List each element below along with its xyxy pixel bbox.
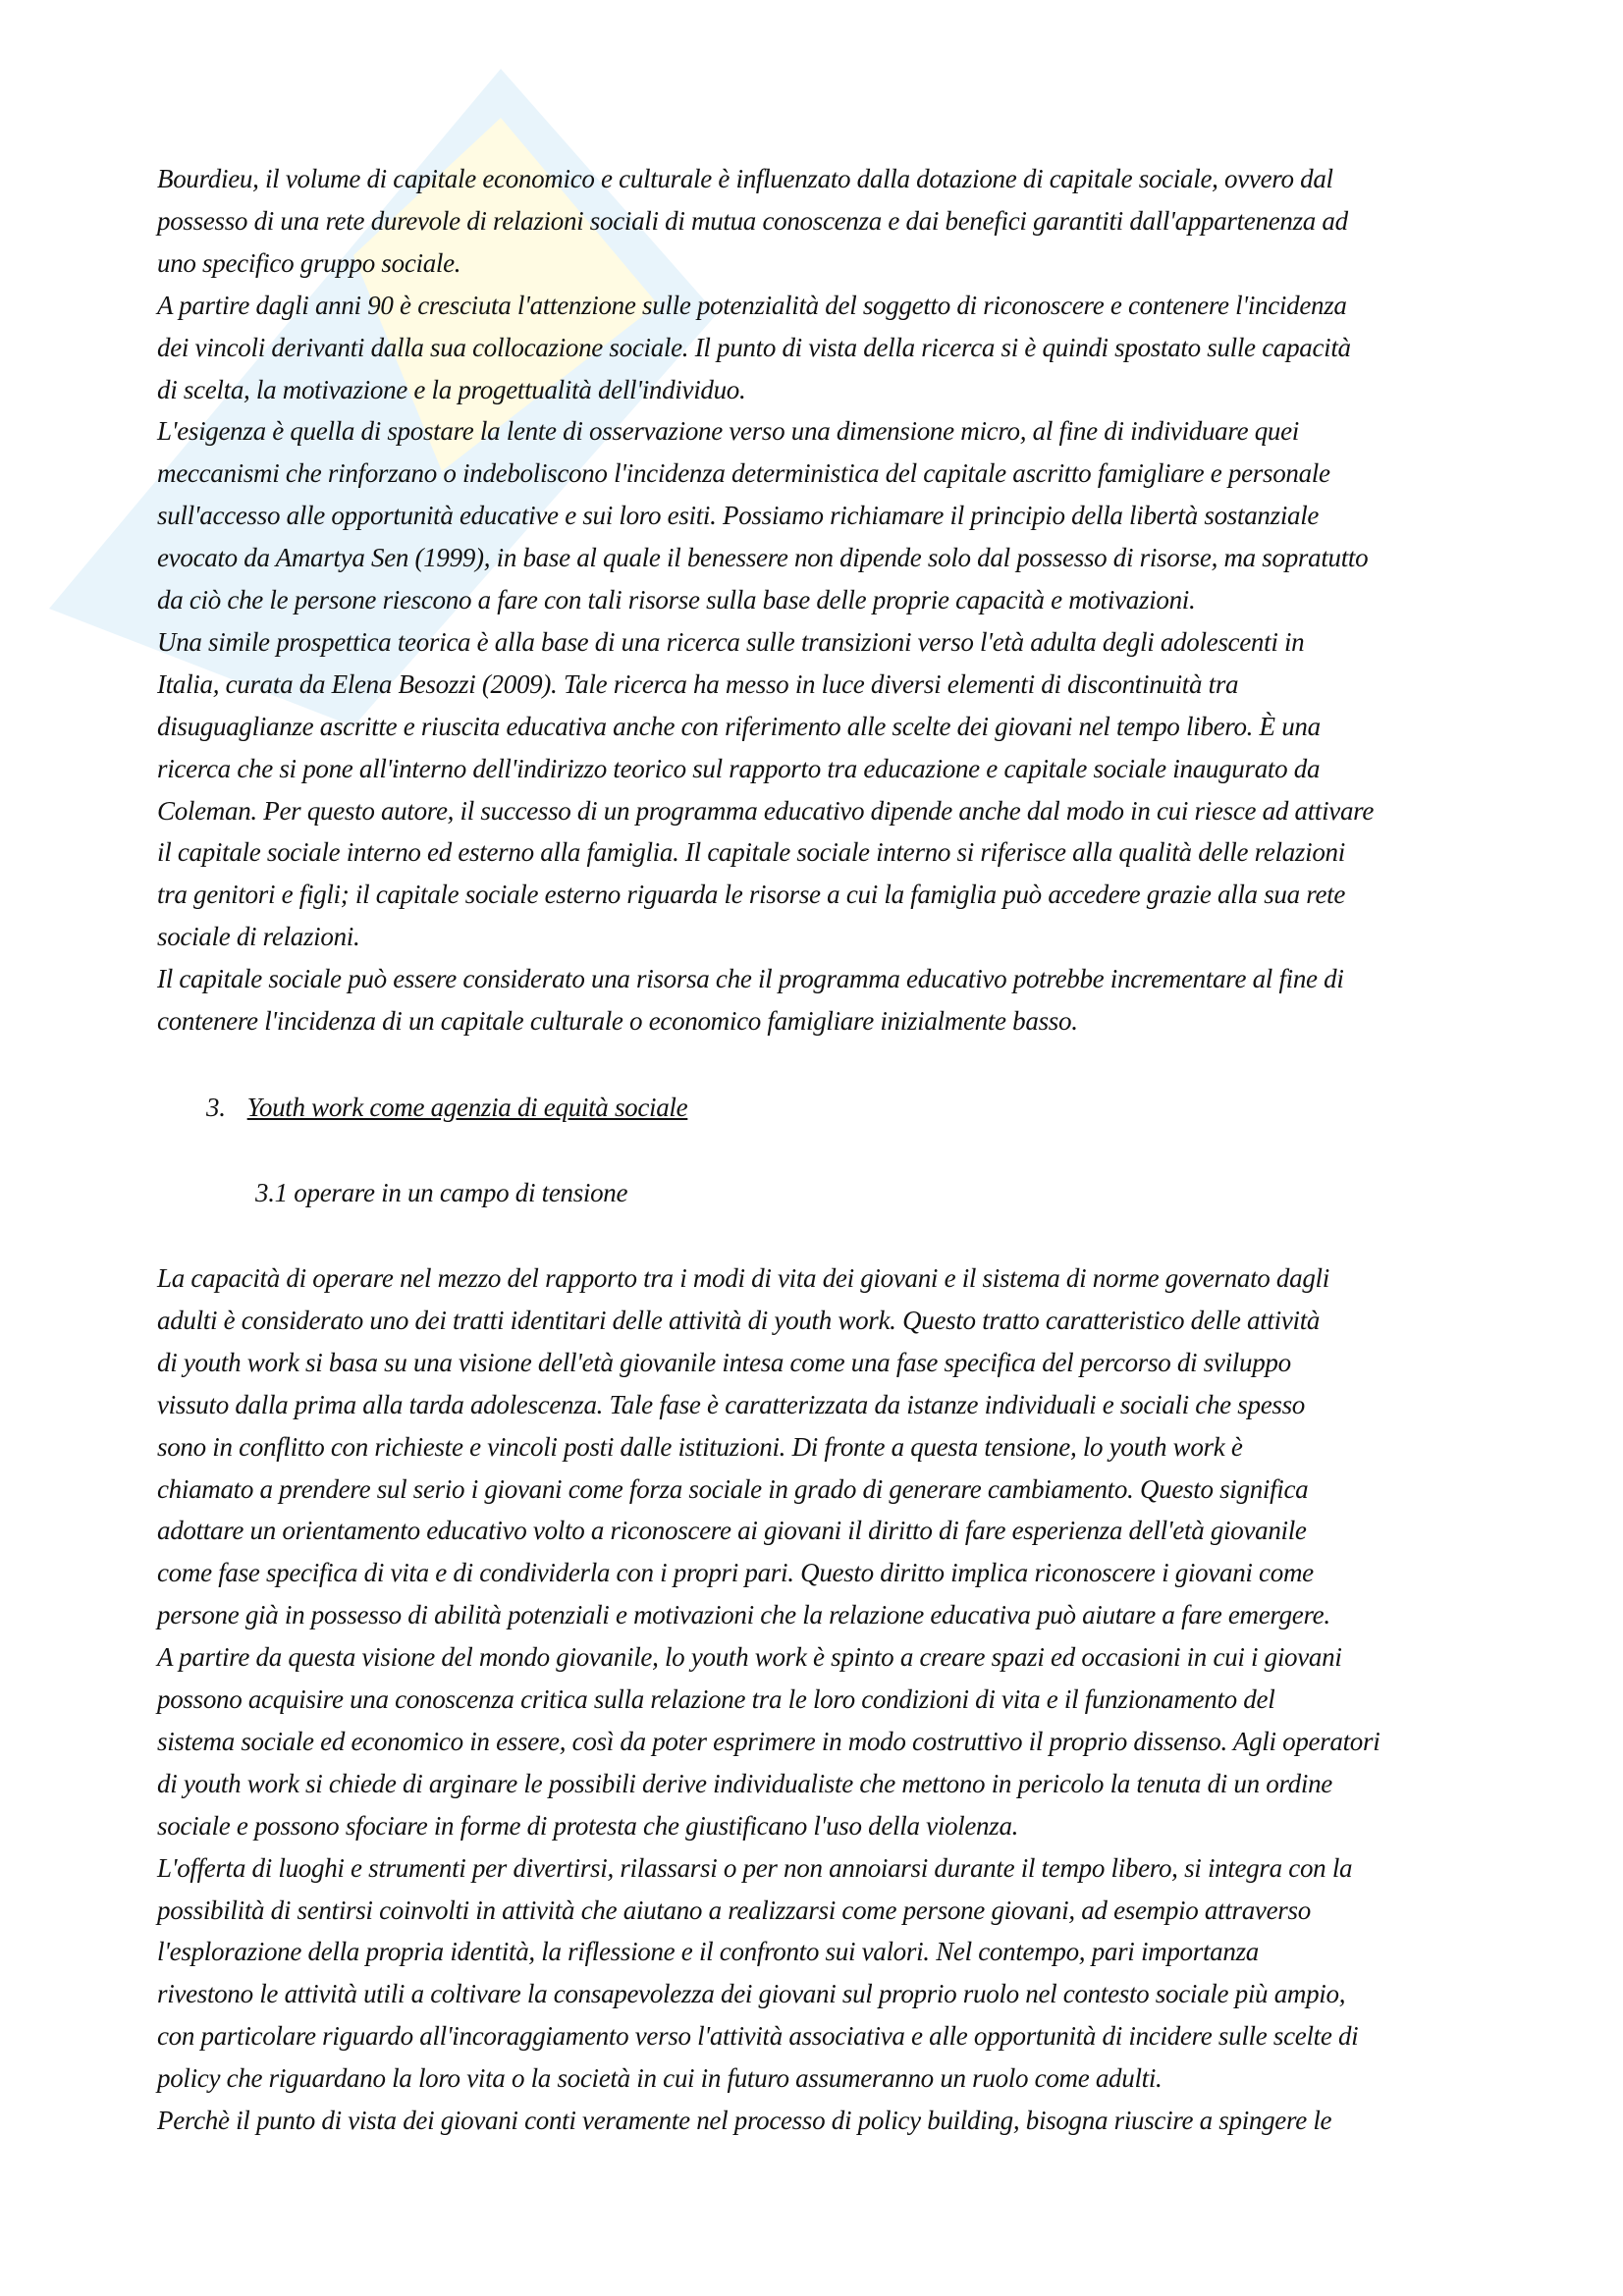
text-line: come fase specifica di vita e di condividerla con i propri pari. Questo diritto implica riconoscere i giovani come: [157, 1558, 1314, 1588]
text-line: Una simile prospettica teorica è alla base di una ricerca sulle transizioni verso l'età adulta degli adolescenti in: [157, 626, 1305, 657]
text-line: Il capitale sociale può essere considerato una risorsa che il programma educativo potrebbe incrementare al fine di: [157, 964, 1344, 994]
text-line: il capitale sociale interno ed esterno alla famiglia. Il capitale sociale interno si riferisce alla qualità delle relazioni: [157, 837, 1345, 868]
text-line: adottare un orientamento educativo volto a riconoscere ai giovani il diritto di fare esperienza dell'età giovanile: [157, 1516, 1307, 1546]
text-line: tra genitori e figli; il capitale sociale esterno riguarda le risorse a cui la famiglia può accedere grazie alla sua rete: [157, 880, 1346, 910]
text-line: di youth work si basa su una visione dell'età giovanile intesa come una fase specifica del percorso di sviluppo: [157, 1347, 1291, 1377]
text-line: evocato da Amartya Sen (1999), in base al quale il benessere non dipende solo dal possesso di risorse, ma sopratutto: [157, 543, 1369, 573]
text-line: L'offerta di luoghi e strumenti per divertirsi, rilassarsi o per non annoiarsi durante il tempo libero, si integra con la: [157, 1852, 1353, 1883]
text-line: A partire da questa visione del mondo giovanile, lo youth work è spinto a creare spazi ed occasioni in cui i giovani: [157, 1642, 1342, 1673]
text-line: L'esigenza è quella di spostare la lente di osservazione verso una dimensione micro, al fine di individuare quei: [157, 416, 1300, 447]
text-line: con particolare riguardo all'incoraggiamento verso l'attività associativa e alle opportunità di incidere sulle scelte di: [157, 2021, 1359, 2052]
text-line: La capacità di operare nel mezzo del rapporto tra i modi di vita dei giovani e il sistema di norme governato dagli: [157, 1263, 1329, 1293]
text-line: sociale e possono sfociare in forme di protesta che giustificano l'uso della violenza.: [157, 1810, 1019, 1841]
text-line: possibilità di sentirsi coinvolti in attività che aiutano a realizzarsi come persone giovani, ad esempio attraverso: [157, 1895, 1311, 1925]
text-line: Bourdieu, il volume di capitale economico e culturale è influenzato dalla dotazione di capitale sociale, ovvero dal: [157, 164, 1333, 193]
text-line: chiamato a prendere sul serio i giovani come forza sociale in grado di generare cambiamento. Questo significa: [157, 1473, 1309, 1504]
section-number: 3.: [206, 1093, 226, 1122]
text-line: sull'accesso alle opportunità educative e sui loro esiti. Possiamo richiamare il principio della libertà sostanziale: [157, 501, 1320, 531]
subsection-heading: 3.1 operare in un campo di tensione: [255, 1178, 628, 1207]
text-line: adulti è considerato uno dei tratti identitari delle attività di youth work. Questo tratto caratteristico delle attività: [157, 1305, 1321, 1335]
text-line: di scelta, la motivazione e la progettualità dell'individuo.: [157, 374, 746, 404]
text-line: A partire dagli anni 90 è cresciuta l'attenzione sulle potenzialità del soggetto di riconoscere e contenere l'incidenza: [157, 290, 1347, 320]
text-line: meccanismi che rinforzano o indeboliscono l'incidenza deterministica del capitale ascritto famigliare e personale: [157, 458, 1330, 489]
text-line: di youth work si chiede di arginare le possibili derive individualiste che mettono in pericolo la tenuta di un ordine: [157, 1768, 1332, 1798]
section-title: Youth work come agenzia di equità sociale: [246, 1093, 688, 1122]
text-line: possesso di una rete durevole di relazioni sociali di mutua conoscenza e dai benefici garantiti dall'appartenenza ad: [157, 205, 1348, 236]
text-line: sistema sociale ed economico in essere, così da poter esprimere in modo costruttivo il proprio dissenso. Agli operatori: [157, 1726, 1380, 1756]
text-line: policy che riguardano la loro vita o la società in cui in futuro assumeranno un ruolo come adulti.: [157, 2063, 1163, 2094]
text-line: Italia, curata da Elena Besozzi (2009). Tale ricerca ha messo in luce diversi elementi di discontinuità tra: [157, 668, 1239, 699]
text-line: contenere l'incidenza di un capitale culturale o economico famigliare inizialmente basso.: [157, 1006, 1078, 1036]
text-line: Perchè il punto di vista dei giovani conti veramente nel processo di policy building, bisogna riuscire a spingere le: [157, 2106, 1332, 2135]
text-line: vissuto dalla prima alla tarda adolescenza. Tale fase è caratterizzata da istanze individuali e sociali che spesso: [157, 1389, 1305, 1419]
text-line: ricerca che si pone all'interno dell'indirizzo teorico sul rapporto tra educazione e capitale sociale inaugurato da: [157, 753, 1321, 783]
text-line: persone già in possesso di abilità potenziali e motivazioni che la relazione educativa può aiutare a fare emergere.: [157, 1600, 1330, 1630]
text-line: sociale di relazioni.: [157, 922, 360, 952]
text-line: da ciò che le persone riescono a fare con tali risorse sulla base delle proprie capacità e motivazioni.: [157, 585, 1196, 614]
text-line: sono in conflitto con richieste e vincoli posti dalle istituzioni. Di fronte a questa tensione, lo youth work è: [157, 1431, 1243, 1462]
text-line: disuguaglianze ascritte e riuscita educativa anche con riferimento alle scelte dei giovani nel tempo libero. È una: [157, 711, 1321, 741]
text-line: possono acquisire una conoscenza critica sulla relazione tra le loro condizioni di vita e il funzionamento del: [157, 1684, 1275, 1714]
text-line: Coleman. Per questo autore, il successo di un programma educativo dipende anche dal modo in cui riesce ad attivare: [157, 795, 1375, 826]
text-line: rivestono le attività utili a coltivare la consapevolezza dei giovani sul proprio ruolo nel contesto sociale più ampio,: [157, 1979, 1346, 2009]
text-line: dei vincoli derivanti dalla sua collocazione sociale. Il punto di vista della ricerca si è quindi spostato sulle capacità: [157, 332, 1351, 362]
text-line: l'esplorazione della propria identità, la riflessione e il confronto sui valori. Nel contempo, pari importanza: [157, 1937, 1259, 1967]
section-heading: [206, 1091, 687, 1124]
text-line: uno specifico gruppo sociale.: [157, 247, 461, 278]
